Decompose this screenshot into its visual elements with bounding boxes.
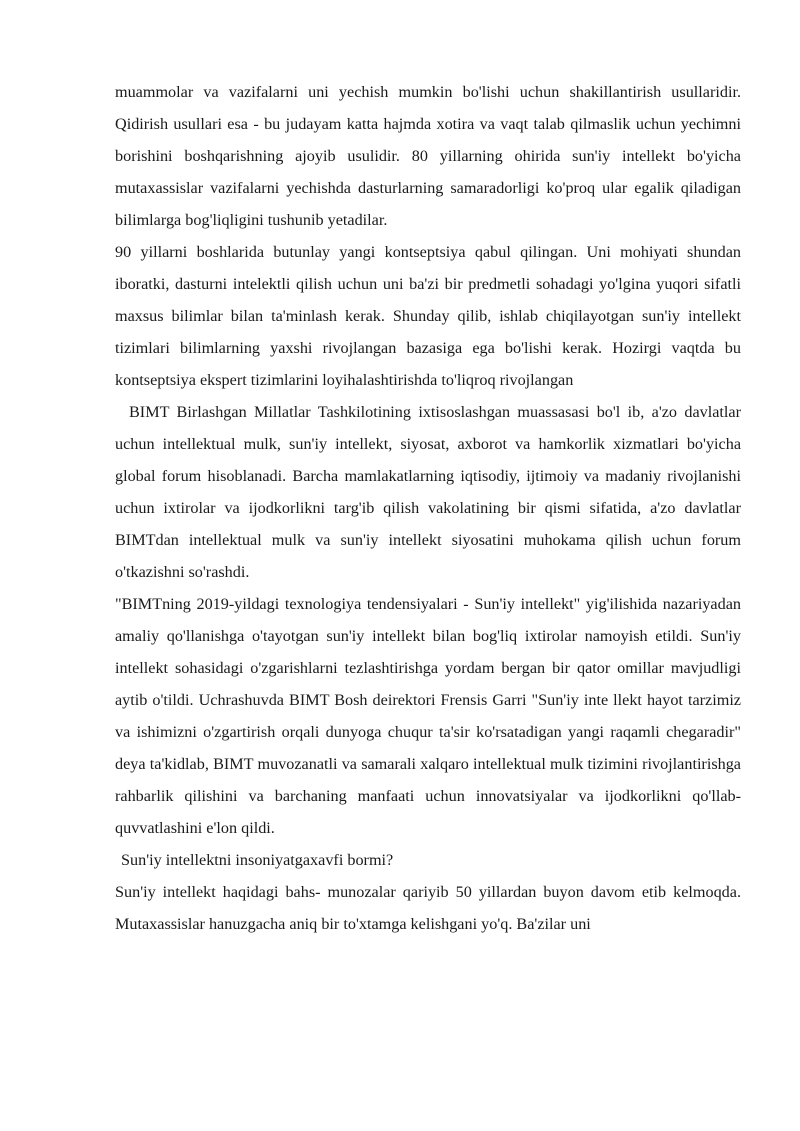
section-heading-ai-danger: Sun'iy intellektni insoniyatgaxavfi bormi? <box>121 851 394 869</box>
paragraph-ai-debate: Sun'iy intellekt haqidagi bahs- munozalar qariyib 50 yillardan buyon davom etib kelmoqda. Mutaxassislar hanuzgacha aniq bir to'xtamga kelishgani yo'q. Ba'zilar uni <box>115 883 741 933</box>
paragraph-search-methods: muammolar va vazifalarni uni yechish mumkin bo'lishi uchun shakillantirish usullaridir. Qidirish usullari esa - bu judayam katta hajmda xotira va vaqt talab qilmaslik uchun yechimni borishini boshqarishning ajoyib usulidir. 80 yillarning ohirida sun'iy intellekt bo'yicha mutaxassislar vazifalarni yechishda dasturlarning samaradorligi ko'proq ular egalik qiladigan bilimlarga bog'liqligini tushunib yetadilar. <box>115 83 741 229</box>
paragraph-bimt-forum: BIMT Birlashgan Millatlar Tashkilotining ixtisoslashgan muassasasi bo'l ib, a'zo davlatlar uchun intellektual mulk, sun'iy intellekt, siyosat, axborot va hamkorlik xizmatlari bo'yicha global forum hisoblanadi. Barcha mamlakatlarning iqtisodiy, ijtimoiy va madaniy rivojlanishi uchun ixtirolar va ijodkorlikni targ'ib qilish vakolatining bir qismi sifatida, a'zo davlatlar BIMTdan intellektual mulk va sun'iy intellekt siyosatini muhokama qilish uchun forum o'tkazishni so'rashdi. <box>115 403 741 581</box>
paragraph-new-concept: 90 yillarni boshlarida butunlay yangi kontseptsiya qabul qilingan. Uni mohiyati shundan iboratki, dasturni intelektli qilish uchun uni ba'zi bir predmetli sohadagi yo'lgina yuqori sifatli maxsus bilimlar bilan ta'minlash kerak. Shunday qilib, ishlab chiqilayotgan sun'iy intellekt tizimlari bilimlarning yaxshi rivojlangan bazasiga ega bo'lishi kerak. Hozirgi vaqtda bu kontseptsiya ekspert tizimlarini loyihalashtirishda to'liqroq rivojlangan <box>115 243 741 389</box>
paragraph-bimt-2019: "BIMTning 2019-yildagi texnologiya tendensiyalari - Sun'iy intellekt" yig'ilishida nazariyadan amaliy qo'llanishga o'tayotgan sun'iy intellekt bilan bog'liq ixtirolar namoyish etildi. Sun'iy intellekt sohasidagi o'zgarishlarni tezlashtirishga yordam bergan bir qator omillar mavjudligi aytib o'tildi. Uchrashuvda BIMT Bosh deirektori Frensis Garri "Sun'iy inte llekt hayot tarzimiz va ishimizni o'zgartirish orqali dunyoga chuqur ta'sir ko'rsatadigan yangi raqamli chegaradir" deya ta'kidlab, BIMT muvozanatli va samarali xalqaro intellektual mulk tizimini rivojlantirishga rahbarlik qilishini va barchaning manfaati uchun innovatsiyalar va ijodkorlikni qo'llab-quvvatlashini e'lon qildi. <box>115 595 741 837</box>
document-page <box>115 76 741 940</box>
